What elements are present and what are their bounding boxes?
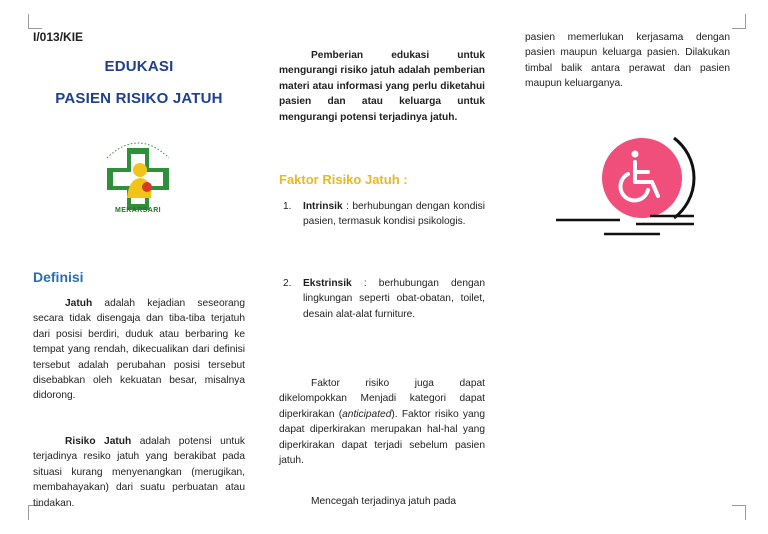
term-jatuh: Jatuh: [65, 298, 93, 309]
title-line-1: EDUKASI: [104, 58, 174, 75]
term-risiko-jatuh: Risiko Jatuh: [65, 436, 132, 447]
intro-paragraph: Pemberian edukasi untuk mengurangi risiko jatuh adalah pemberian materi atau informasi yang perlu diketahui pasien dan atau keluarga untuk mengurangi potensi terjadinya jatuh.: [279, 50, 485, 123]
wheelchair-circle: [602, 138, 682, 218]
list-item-ekstrinsik: 2. Ekstrinsik : berhubungan dengan lingkungan seperti obat-obatan, toilet, desain alat-alat furniture.: [283, 278, 485, 320]
crop-mark-top-right: [732, 14, 746, 29]
definisi-paragraph-2: Risiko Jatuh adalah potensi untuk terjadinya resiko jatuh yang berakibat pada situasi kurang menyenangkan (merugikan, membahayakan) dari suatu perbuatan atau tindakan.: [33, 436, 245, 509]
document-id: I/013/KIE: [33, 30, 84, 44]
logo-caption: MEKARSARI: [115, 207, 161, 214]
title-line-2: PASIEN RISIKO JATUH: [55, 90, 223, 107]
crop-mark-bottom-right: [732, 505, 746, 520]
mencegah-paragraph: Mencegah terjadinya jatuh pada: [311, 496, 456, 507]
kerjasama-paragraph: pasien memerlukan kerjasama dengan pasien maupun keluarga pasien. Dilakukan timbal balik antara perawat dan pasien maupun keluarganya.: [525, 32, 730, 90]
list-item-intrinsik: 1. Intrinsik : berhubungan dengan kondisi pasien, termasuk kondisi psikologis.: [283, 201, 485, 228]
crop-mark-top-left: [28, 14, 42, 29]
definisi-heading: Definisi: [33, 269, 84, 285]
wheelchair-illustration: [556, 130, 716, 242]
faktor-kategori-paragraph: Faktor risiko juga dapat dikelompokkan Menjadi kategori dapat diperkirakan (anticipated). Faktor risiko yang dapat diperkirakan merupakan hal-hal yang diperkirakan dapat terjadi sebelum pasien jatuh.: [279, 378, 485, 467]
definisi-paragraph-1: Jatuh adalah kejadian seseorang secara tidak disengaja dan tiba-tiba terjatuh dari posisi berdiri, duduk atau berbaring ke tempat yang rendah, dikecualikan dari definisi tersebut adalah perubahan posisi tersebut disebabkan oleh kekuatan besar, misalnya didorong.: [33, 298, 245, 402]
faktor-risiko-heading: Faktor Risiko Jatuh :: [279, 172, 408, 187]
